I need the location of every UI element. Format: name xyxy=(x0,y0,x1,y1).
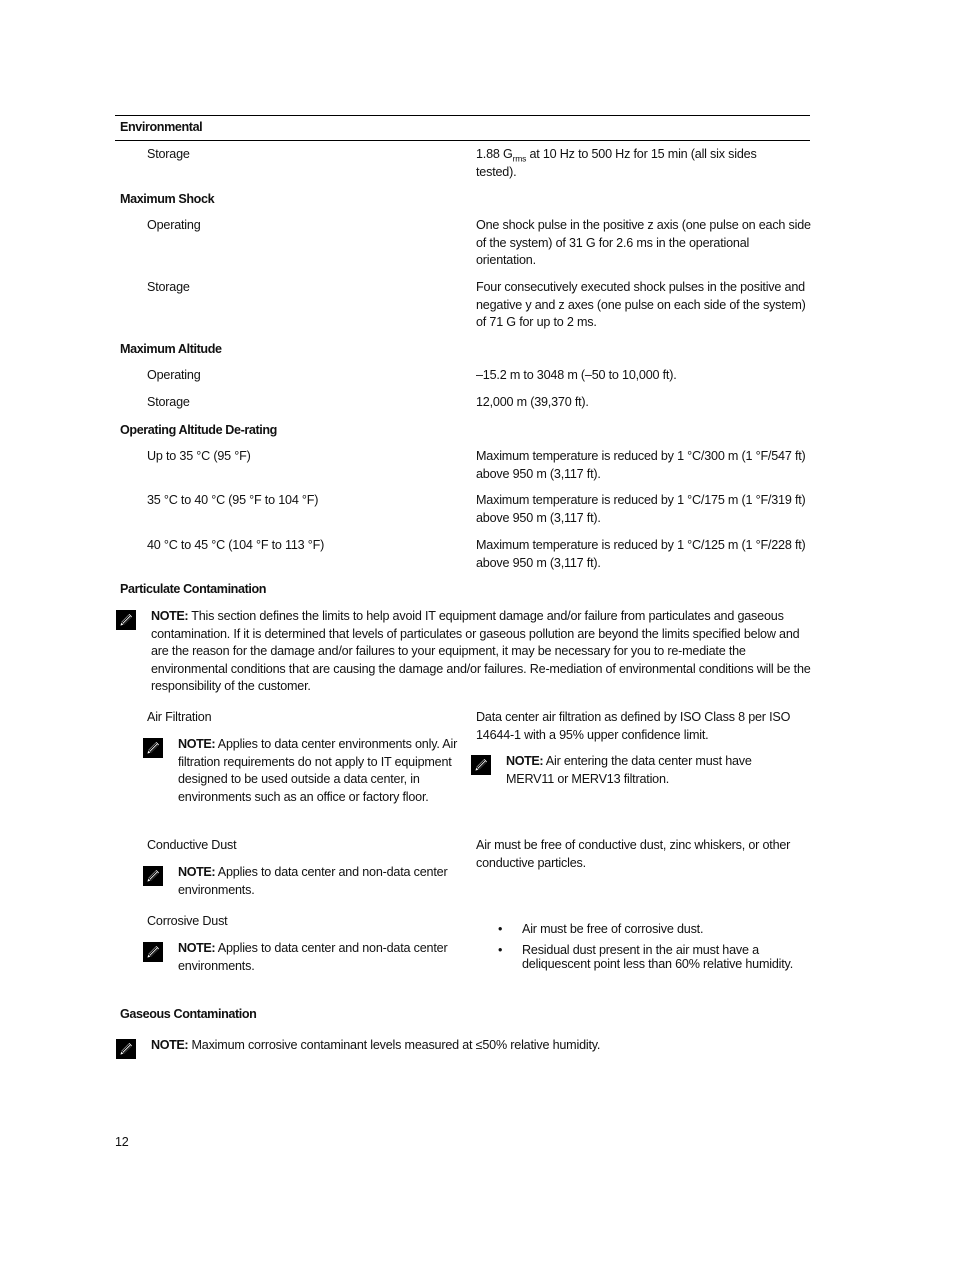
max-altitude-heading: Maximum Altitude xyxy=(120,342,222,356)
corrosive-dust-label: Corrosive Dust xyxy=(147,914,228,928)
conductive-dust-label: Conductive Dust xyxy=(147,838,237,852)
table-header-rule xyxy=(115,140,810,141)
air-filtration-note: NOTE: Applies to data center environments only. Air filtration requirements do not apply to IT equipment designed to be used outside a data center, in environments such as an office or factory floor. xyxy=(178,737,458,804)
altitude-operating-label: Operating xyxy=(147,368,201,382)
storage-vibration-value: 1.88 $G_{rms}$ at 10 Hz to 500 Hz for 15 min (all six sides xyxy=(476,147,757,164)
note-pencil-icon xyxy=(143,942,163,962)
page-number: 12 xyxy=(115,1135,129,1149)
storage-vibration-value-line2: tested). xyxy=(476,165,517,179)
altitude-storage-label: Storage xyxy=(147,395,190,409)
note-pencil-icon xyxy=(143,866,163,886)
particulate-heading: Particulate Contamination xyxy=(120,582,267,596)
air-filtration-right-note: NOTE: Air entering the data center must have MERV11 or MERV13 filtration. xyxy=(506,754,752,786)
shock-storage-label: Storage xyxy=(147,280,190,294)
air-filtration-value: Data center air filtration as defined by ISO Class 8 per ISO 14644-1 with a 95% upper confidence limit. xyxy=(476,710,791,742)
derating-row-label: Up to 35 °C (95 °F) xyxy=(147,449,251,463)
corrosive-dust-bullets xyxy=(498,922,798,978)
derating-row-value: Maximum temperature is reduced by 1 °C/300 m (1 °F/547 ft) above 950 m (3,117 ft). xyxy=(476,449,806,481)
derating-heading: Operating Altitude De-rating xyxy=(120,423,277,437)
gaseous-heading: Gaseous Contamination xyxy=(120,1007,257,1021)
particulate-note: NOTE: This section defines the limits to help avoid IT equipment damage and/or failure from particulates and gaseous contamination. If it is determined that levels of particulates or gaseous pollution are beyond the limits specified below and are the reason for the damage and/or failures to your equipment, it may be necessary for you to re-mediate the environmental conditions that are causing the damage and/or failures. Re-mediation of environmental conditions will be the responsibility of the customer. xyxy=(151,609,811,693)
conductive-dust-value: Air must be free of conductive dust, zinc whiskers, or other conductive particles. xyxy=(476,838,791,870)
max-shock-heading: Maximum Shock xyxy=(120,192,215,206)
note-pencil-icon xyxy=(116,610,136,630)
corrosive-dust-note: NOTE: Applies to data center and non-data center environments. xyxy=(178,941,448,973)
derating-row-value: Maximum temperature is reduced by 1 °C/125 m (1 °F/228 ft) above 950 m (3,117 ft). xyxy=(476,538,806,570)
altitude-storage-value: 12,000 m (39,370 ft). xyxy=(476,395,589,409)
air-filtration-label: Air Filtration xyxy=(147,710,212,724)
conductive-dust-note: NOTE: Applies to data center and non-data center environments. xyxy=(178,865,448,897)
shock-operating-label: Operating xyxy=(147,218,201,232)
shock-storage-value: Four consecutively executed shock pulses in the positive and negative y and z axes (one pulse on each side of the system) of 71 G for up to 2 ms. xyxy=(476,280,806,329)
table-header-environmental: Environmental xyxy=(120,120,203,134)
table-top-rule xyxy=(115,115,810,116)
storage-vibration-label: Storage xyxy=(147,147,190,161)
gaseous-note: NOTE: Maximum corrosive contaminant levels measured at ≤50% relative humidity. xyxy=(151,1038,601,1052)
list-item: • Air must be free of corrosive dust. xyxy=(498,922,704,936)
note-pencil-icon xyxy=(116,1039,136,1059)
shock-operating-value: One shock pulse in the positive z axis (one pulse on each side of the system) of 31 G for 2.6 ms in the operational orientation. xyxy=(476,218,811,267)
altitude-operating-value: –15.2 m to 3048 m (–50 to 10,000 ft). xyxy=(476,368,677,382)
note-pencil-icon xyxy=(143,738,163,758)
note-pencil-icon xyxy=(471,755,491,775)
list-item: • Residual dust present in the air must have a deliquescent point less than 60% relative humidity. xyxy=(498,943,793,971)
derating-row-value: Maximum temperature is reduced by 1 °C/175 m (1 °F/319 ft) above 950 m (3,117 ft). xyxy=(476,493,806,525)
derating-row-label: 35 °C to 40 °C (95 °F to 104 °F) xyxy=(147,493,319,507)
derating-row-label: 40 °C to 45 °C (104 °F to 113 °F) xyxy=(147,538,325,552)
